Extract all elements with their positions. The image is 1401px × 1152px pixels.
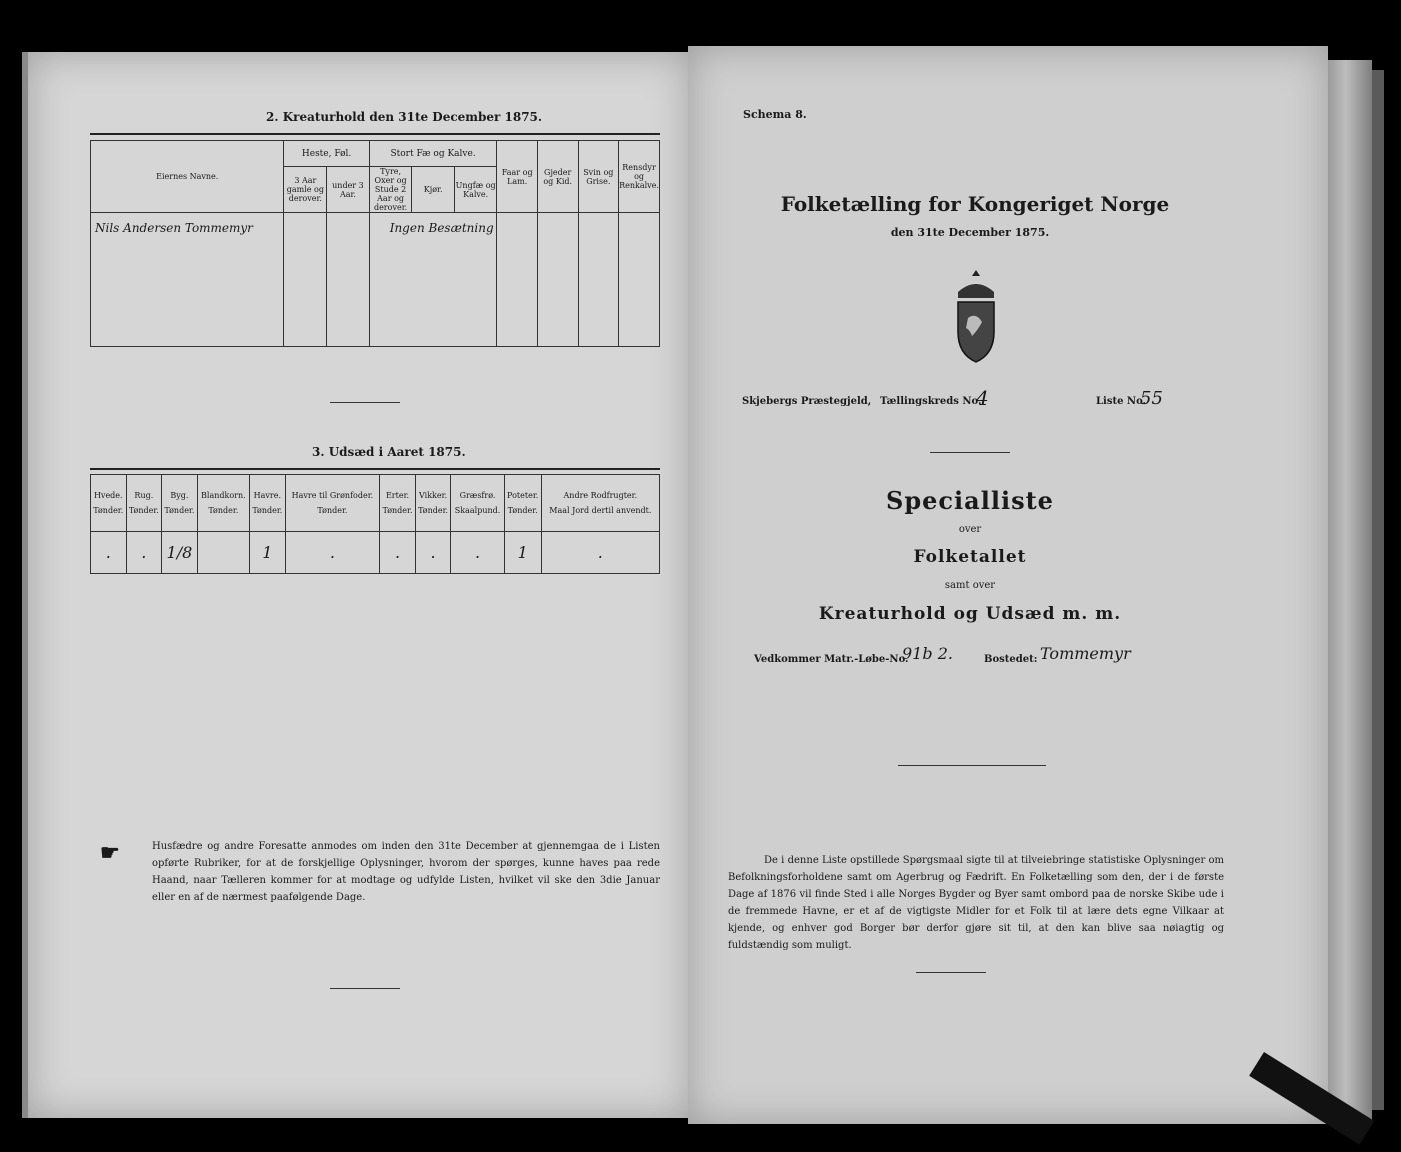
stort-sub-2: Kjør. — [412, 167, 454, 213]
samt-over-text: samt over — [944, 580, 996, 591]
seed-table — [90, 474, 660, 574]
seed-header-label: Byg. — [170, 490, 189, 500]
census-date: den 31te December 1875. — [890, 226, 1050, 239]
folketallet-heading: Folketallet — [913, 547, 1027, 567]
seed-header-label: Andre Rodfrugter. — [563, 490, 638, 500]
seed-unit-label: Tønder. — [164, 505, 195, 515]
faar-cell — [497, 213, 537, 347]
seed-unit-label: Tønder. — [252, 505, 283, 515]
heste-sub-1: 3 Aar gamle og derover. — [284, 167, 327, 213]
seed-value-8: . — [451, 531, 504, 573]
seed-header-label: Blandkorn. — [201, 490, 246, 500]
owner-header: Eiernes Navne. — [91, 141, 284, 213]
seed-header-label: Græsfrø. — [459, 490, 496, 500]
seed-header-0 — [91, 475, 127, 532]
seed-unit-label: Tønder. — [128, 505, 159, 515]
seed-header-label: Rug. — [134, 490, 154, 500]
seed-value-6: . — [380, 531, 416, 573]
heste-cell-2 — [327, 213, 369, 347]
stort-sub-1: Tyre, Oxer og Stude 2 Aar og derover. — [369, 167, 412, 213]
seed-header-3 — [197, 475, 249, 532]
heste-header: Heste, Føl. — [284, 141, 369, 167]
table2-top-rule — [90, 133, 660, 135]
gjeder-header: Gjeder og Kid. — [537, 141, 578, 213]
bottom-divider — [330, 988, 400, 989]
over-text-1: over — [958, 524, 982, 535]
seed-value-0: . — [91, 531, 127, 573]
seed-unit-label: Tønder. — [418, 505, 449, 515]
seed-header-4 — [250, 475, 286, 532]
seed-value-1: . — [126, 531, 162, 573]
page-stack-edge-dark — [1372, 70, 1384, 1110]
bosted-label: Bostedet: — [984, 654, 1038, 665]
census-title: Folketælling for Kongeriget Norge — [780, 192, 1170, 216]
list-value: 55 — [1140, 388, 1163, 409]
seed-unit-label: Maal Jord dertil anvendt. — [549, 505, 652, 515]
rensdyr-header: Rensdyr og Renkalve. — [619, 141, 660, 213]
seed-value-5: . — [285, 531, 380, 573]
seed-header-9 — [504, 475, 541, 532]
page-stack-edge — [1328, 60, 1372, 1120]
seed-header-label: Havre til Grønfoder. — [291, 490, 374, 500]
coat-of-arms-icon — [950, 268, 1002, 364]
seed-header-label: Erter. — [385, 490, 410, 500]
seed-header-label: Hvede. — [93, 490, 123, 500]
gjeder-cell — [537, 213, 578, 347]
stort-sub-3: Ungfæ og Kalve. — [454, 167, 497, 213]
faar-header: Faar og Lam. — [497, 141, 537, 213]
stort-header: Stort Fæ og Kalve. — [369, 141, 497, 167]
district-value: 4 — [976, 386, 989, 410]
livestock-note: Ingen Besætning — [369, 213, 497, 347]
rensdyr-cell — [619, 213, 660, 347]
livestock-table — [90, 140, 660, 347]
right-divider-1 — [930, 452, 1010, 453]
section2-title: 2. Kreaturhold den 31te December 1875. — [266, 110, 543, 124]
seed-header-5 — [285, 475, 380, 532]
pointing-hand-icon: ☛ — [100, 840, 120, 866]
seed-header-8 — [451, 475, 504, 532]
explanation-paragraph: De i denne Liste opstillede Spørgsmaal sigte til at tilveiebringe statistiske Oplysninger om Befolkningsforholdene samt om Agerbrug og Fædrift. En Folketælling som den, der i de første Dage af 1876 vil finde Sted i alle Norges Bygder og Byer samt ombord paa de norske Skibe ude i de fremmede Havne, er et af de vigtigste Midler for et Folk til at lære dets egne Vilkaar at kjende, og enhver god Borger bør derfor gjøre sit til, at den kan blive saa nøiagtig og fuldstændig som muligt. — [728, 855, 1224, 951]
list-label: Liste No. — [1096, 396, 1147, 407]
divider — [330, 402, 400, 403]
seed-header-10 — [541, 475, 659, 532]
seed-unit-label: Tønder. — [317, 505, 348, 515]
seed-header-2 — [162, 475, 198, 532]
seed-value-3 — [197, 531, 249, 573]
seed-unit-label: Skaalpund. — [454, 505, 501, 515]
notice-text: Husfædre og andre Foresatte anmodes om inden den 31te December at gjennemgaa de i Listen opførte Rubriker, for at de forskjellige Oplysninger, hvorom der spørges, kunne haves paa rede Haand, naar Tælleren kommer for at modtage og udfylde Listen, hvilket vil ske den 3die Januar eller en af de nærmest paafølgende Dage. — [152, 841, 660, 903]
right-divider-3 — [916, 972, 986, 973]
seed-header-6 — [380, 475, 416, 532]
seed-unit-label: Tønder. — [93, 505, 124, 515]
seed-unit-label: Tønder. — [507, 505, 538, 515]
district-label: Tællingskreds No. — [880, 396, 982, 407]
kreaturhold-heading: Kreaturhold og Udsæd m. m. — [818, 604, 1122, 624]
heste-cell-1 — [284, 213, 327, 347]
seed-value-4: 1 — [250, 531, 286, 573]
seed-unit-label: Tønder. — [382, 505, 413, 515]
seed-header-label: Poteter. — [507, 490, 539, 500]
table3-top-rule — [90, 468, 660, 470]
seed-value-2: 1/8 — [162, 531, 198, 573]
specialliste-heading: Specialliste — [886, 486, 1054, 515]
svin-cell — [578, 213, 619, 347]
seed-header-label: Vikker. — [419, 490, 448, 500]
bosted-value: Tommemyr — [1040, 644, 1131, 663]
seed-value-9: 1 — [504, 531, 541, 573]
matr-label: Vedkommer Matr.-Løbe-No. — [754, 654, 909, 665]
right-divider-2 — [898, 765, 1046, 766]
seed-header-label: Havre. — [253, 490, 282, 500]
section3-title: 3. Udsæd i Aaret 1875. — [312, 445, 466, 459]
seed-value-10: . — [541, 531, 659, 573]
seed-unit-label: Tønder. — [208, 505, 239, 515]
seed-header-7 — [415, 475, 451, 532]
matr-value: 91b 2. — [902, 644, 953, 663]
seed-value-7: . — [415, 531, 451, 573]
heste-sub-2: under 3 Aar. — [327, 167, 369, 213]
schema-label: Schema 8. — [743, 108, 807, 121]
svin-header: Svin og Grise. — [578, 141, 619, 213]
owner-cell: Nils Andersen Tommemyr — [91, 213, 284, 347]
parish-label: Skjebergs Præstegjeld, — [742, 396, 872, 407]
seed-header-1 — [126, 475, 162, 532]
